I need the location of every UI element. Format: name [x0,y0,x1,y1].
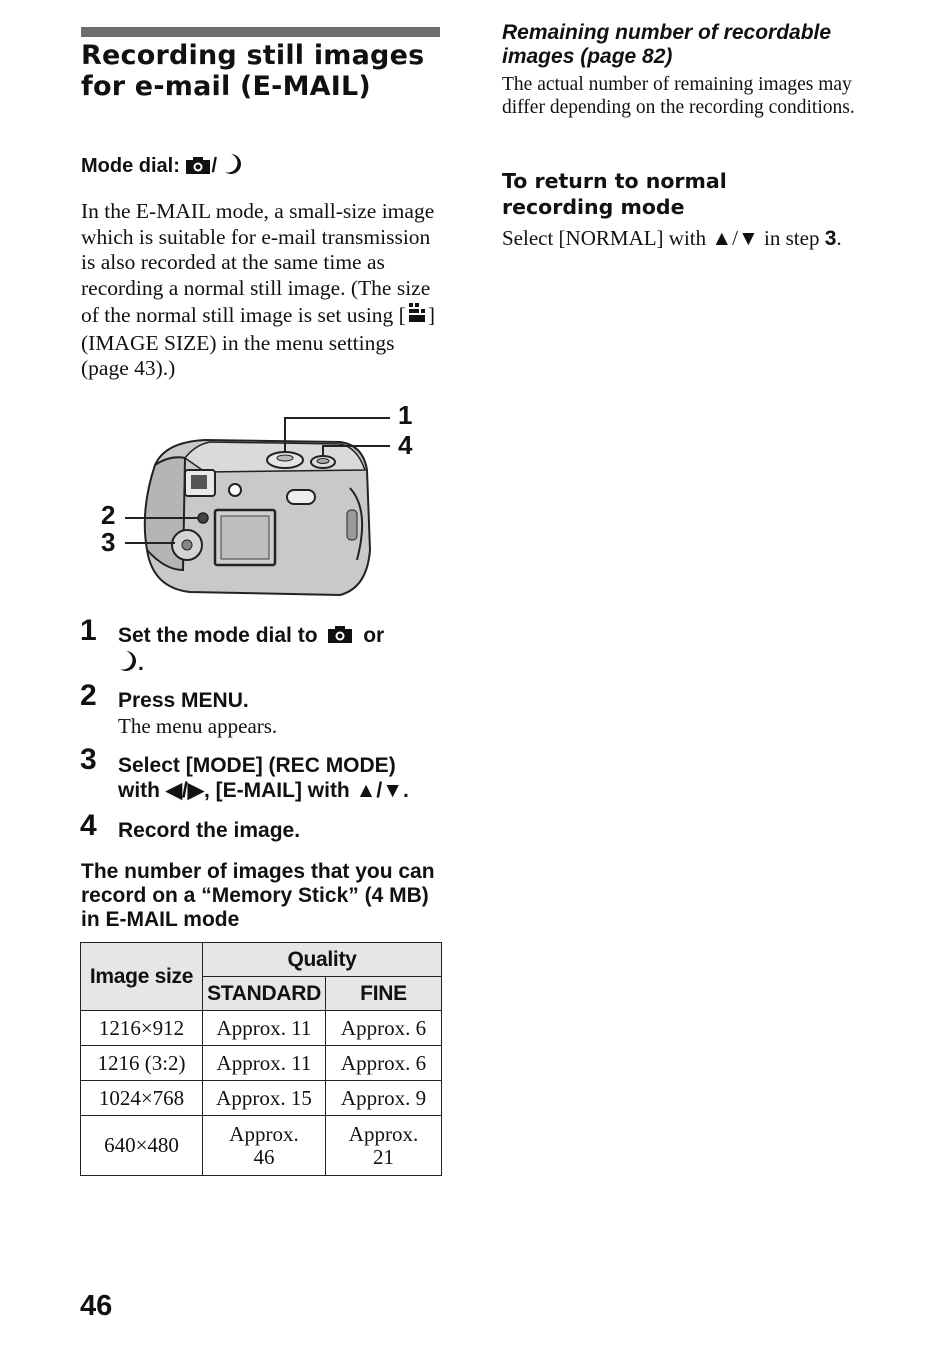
cell-fine: Approx. 9 [326,1081,442,1116]
callout-3: 3 [101,527,116,557]
return-normal-paragraph [502,226,882,251]
step-3-line-2: with ◀/▶, [E-MAIL] with ▲/▼. [118,779,409,802]
table-row [81,1081,442,1116]
moon-icon [118,650,138,678]
cell-standard: Approx. 11 [203,1046,326,1081]
page-number: 46 [80,1290,113,1322]
intro-paragraph [81,199,446,382]
col-image-size: Image size [81,943,203,1011]
moon-icon [223,153,243,181]
remaining-heading: Remaining number of recordable images (page 82) [502,21,832,68]
step-4-text: Record the image. [118,819,301,842]
col-standard: STANDARD [203,977,326,1011]
mode-dial-separator: / [211,155,218,177]
step-1-number: 1 [80,614,97,647]
cell-size: 1216 (3:2) [81,1046,203,1081]
col-quality: Quality [203,943,442,977]
camera-icon [327,624,353,650]
mode-dial-line [81,153,243,181]
cell-standard: Approx. 11 [203,1011,326,1046]
intro-text-b: ] (IMAGE SIZE) in the menu settings (page 43).) [81,302,436,381]
step-4-number: 4 [80,809,97,842]
step-2-text: Press MENU. [118,689,249,712]
callout-4: 4 [398,430,413,460]
capacity-table [80,942,442,1176]
intro-text-a: In the E-MAIL mode, a small-size image which is suitable for e-mail transmission is also recorded at the same time as recording a normal still image. (The size of the normal still image is set using [ [81,199,435,327]
camera-illustration [95,400,435,605]
cell-size: 1216×912 [81,1011,203,1046]
step-1-end: . [138,652,144,675]
title-bar [81,27,440,37]
step-1-or: or [363,624,385,647]
step-3-line-1: Select [MODE] (REC MODE) [118,754,396,777]
table-row [81,1011,442,1046]
image-size-icon [406,302,428,331]
cell-fine: Approx. 6 [326,1011,442,1046]
table-title: The number of images that you can record on a “Memory Stick” (4 MB) in E-MAIL mode [81,860,435,931]
callout-2: 2 [101,500,116,530]
callout-1: 1 [398,400,413,430]
return-text: Select [NORMAL] with ▲/▼ in step [502,226,820,250]
step-2-number: 2 [80,679,97,712]
col-fine: FINE [326,977,442,1011]
return-step-ref: 3 [824,227,837,250]
cell-fine: Approx. 6 [326,1046,442,1081]
remaining-paragraph: The actual number of remaining images may differ depending on the recording conditions. [502,74,855,118]
step-1-text [118,623,448,678]
return-text-end: . [836,226,842,250]
page-title: Recording still images for e-mail (E-MAIL) [81,40,425,102]
cell-standard: Approx. 46 [203,1116,326,1176]
table-row [81,1116,442,1176]
cell-fine: Approx. 21 [326,1116,442,1176]
table-row [81,1046,442,1081]
return-normal-heading: To return to normal recording mode [502,169,727,219]
cell-size: 640×480 [81,1116,203,1176]
step-3-number: 3 [80,743,97,776]
step-1-text-a: Set the mode dial to [118,624,318,647]
cell-standard: Approx. 15 [203,1081,326,1116]
cell-size: 1024×768 [81,1081,203,1116]
camera-icon [185,155,211,181]
mode-dial-label: Mode dial: [81,155,180,177]
step-2-sub: The menu appears. [118,714,278,738]
